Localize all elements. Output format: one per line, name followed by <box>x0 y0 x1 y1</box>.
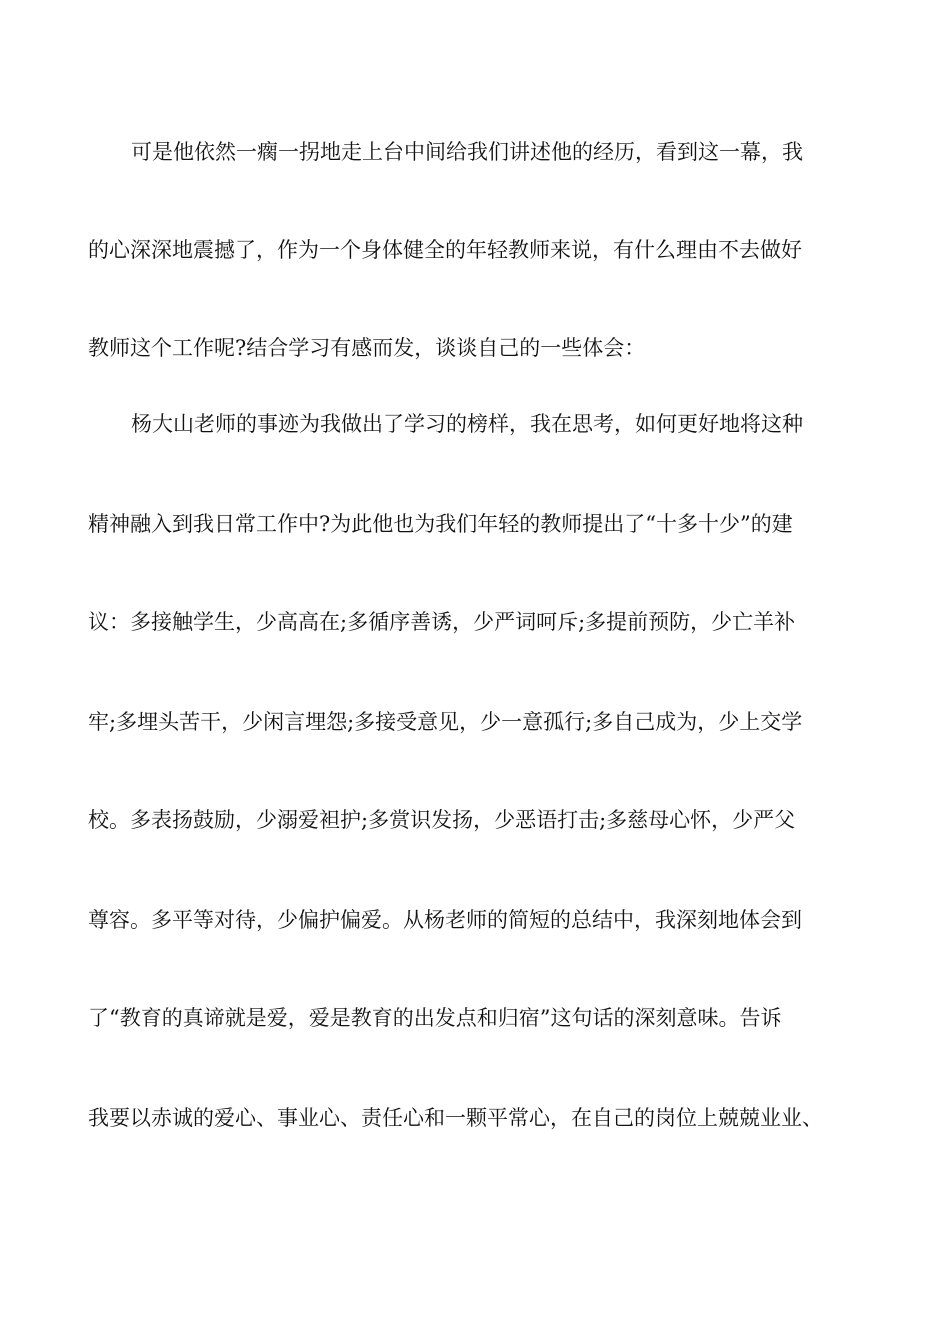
text-line-4-content: 杨大山老师的事迹为我做出了学习的榜样，我在思考，如何更好地将这种 <box>131 412 803 436</box>
text-line-6 <box>0 602 950 642</box>
text-line-11-content: 我要以赤诚的爱心、事业心、责任心和一颗平常心，在自己的岗位上兢兢业业、 <box>88 1106 823 1130</box>
text-line-1-content: 可是他依然一瘸一拐地走上台中间给我们讲述他的经历，看到这一幕，我 <box>131 140 803 164</box>
text-line-8 <box>0 800 950 840</box>
text-line-4 <box>0 404 950 444</box>
text-line-11 <box>0 1098 950 1138</box>
text-line-10 <box>0 998 950 1038</box>
text-line-6-content: 议：多接触学生，少高高在;多循序善诱，少严词呵斥;多提前预防，少亡羊补 <box>88 610 796 634</box>
text-line-7 <box>0 702 950 742</box>
text-line-5 <box>0 504 950 544</box>
text-line-2-content: 的心深深地震撼了，作为一个身体健全的年轻教师来说，有什么理由不去做好 <box>88 238 802 262</box>
text-line-2 <box>0 230 950 270</box>
text-line-7-content: 牢;多埋头苦干，少闲言埋怨;多接受意见，少一意孤行;多自己成为，少上交学 <box>88 710 803 734</box>
text-line-8-content: 校。多表扬鼓励，少溺爱袒护;多赏识发扬，少恶语打击;多慈母心怀，少严父 <box>88 808 796 832</box>
text-line-9-content: 尊容。多平等对待，少偏护偏爱。从杨老师的简短的总结中，我深刻地体会到 <box>88 908 802 932</box>
text-line-9 <box>0 900 950 940</box>
text-line-1 <box>0 132 950 172</box>
text-line-5-content: 精神融入到我日常工作中?为此他也为我们年轻的教师提出了“十多十少”的建 <box>88 512 793 536</box>
text-line-3-content: 教师这个工作呢?结合学习有感而发，谈谈自己的一些体会： <box>88 336 646 360</box>
text-line-10-content: 了“教育的真谛就是爱，爱是教育的出发点和归宿”这句话的深刻意味。告诉 <box>88 1006 782 1030</box>
text-line-3 <box>0 328 950 368</box>
